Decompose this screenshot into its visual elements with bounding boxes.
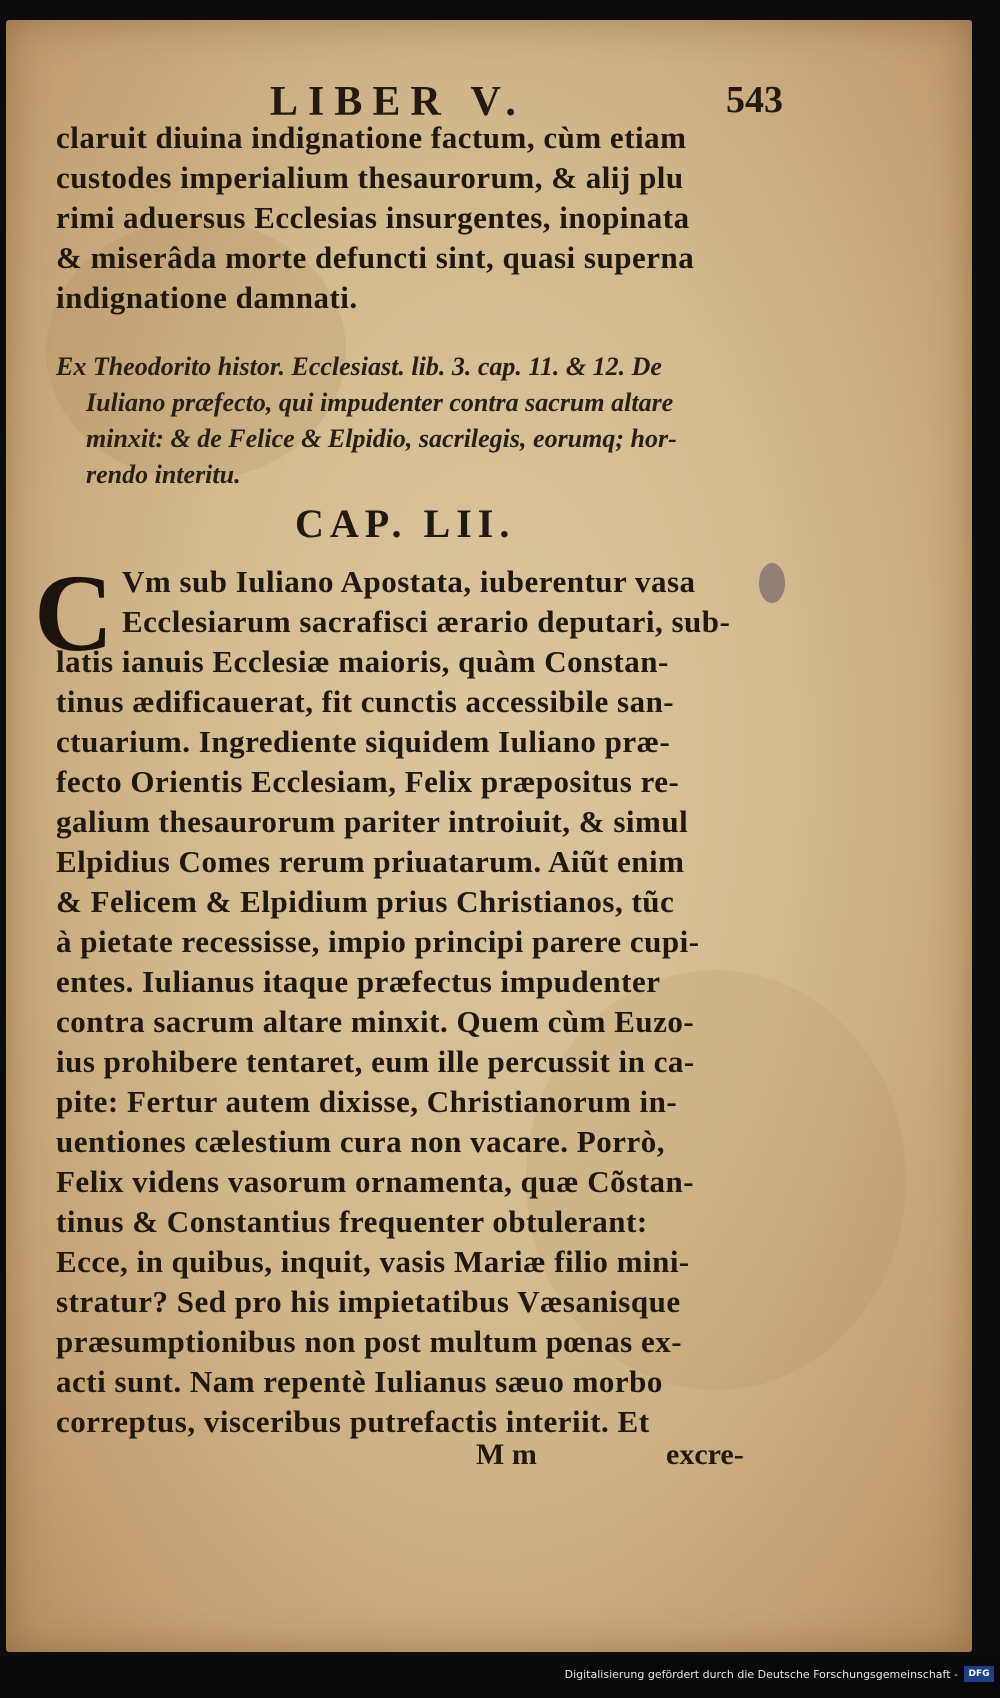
page-number: 543	[726, 79, 783, 121]
dfg-logo: DFG	[964, 1666, 994, 1682]
note-line: Iuliano præfecto, qui impudenter contra sacrum altare	[86, 388, 674, 417]
text-line: & Felicem & Elpidium prius Christianos, tũc	[56, 884, 675, 919]
chapter-heading: CAP. LII.	[295, 501, 516, 546]
footer-credit: Digitalisierung gefördert durch die Deutsche Forschungsgemeinschaft -	[564, 1668, 958, 1681]
text-line: indignatione damnati.	[56, 280, 358, 315]
text-line: correptus, visceribus putrefactis interiit. Et	[56, 1404, 650, 1439]
drop-cap: C	[34, 552, 114, 674]
signature-mark: M m	[476, 1438, 537, 1471]
text-line: pite: Fertur autem dixisse, Christianorum in-	[56, 1084, 678, 1119]
text-line: uentiones cælestium cura non vacare. Porrò,	[56, 1124, 665, 1159]
note-line: rendo interitu.	[86, 460, 241, 489]
text-line: custodes imperialium thesaurorum, & alij plu	[56, 160, 684, 195]
text-line: Ecclesiarum sacrafisci ærario deputari, sub-	[122, 604, 731, 639]
text-line: à pietate recessisse, impio principi parere cupi-	[56, 924, 700, 959]
running-title: LIBER V.	[270, 79, 526, 125]
text-line: ius prohibere tentaret, eum ille percussit in ca-	[56, 1044, 695, 1079]
text-line: Vm sub Iuliano Apostata, iuberentur vasa	[122, 564, 696, 599]
text-line: contra sacrum altare minxit. Quem cùm Euzo-	[56, 1004, 695, 1039]
text-line: entes. Iulianus itaque præfectus impudenter	[56, 964, 661, 999]
text-line: latis ianuis Ecclesiæ maioris, quàm Constan-	[56, 644, 669, 679]
text-line: acti sunt. Nam repentè Iulianus sæuo morbo	[56, 1364, 663, 1399]
text-line: tinus ædificauerat, fit cunctis accessibile san-	[56, 684, 675, 719]
text-line: rimi aduersus Ecclesias insurgentes, inopinata	[56, 200, 690, 235]
text-line: tinus & Constantius frequenter obtulerant:	[56, 1204, 648, 1239]
text-line: ctuarium. Ingrediente siquidem Iuliano præ-	[56, 724, 671, 759]
note-line: minxit: & de Felice & Elpidio, sacrilegis, eorumq; hor-	[86, 424, 677, 453]
text-line: & miserâda morte defuncti sint, quasi superna	[56, 240, 695, 275]
footer-bar	[0, 1656, 1000, 1698]
note-line: Ex Theodorito histor. Ecclesiast. lib. 3. cap. 11. & 12. De	[56, 352, 662, 381]
text-line: Felix videns vasorum ornamenta, quæ Cõstan-	[56, 1164, 695, 1199]
text-line: claruit diuina indignatione factum, cùm etiam	[56, 120, 687, 155]
text-line: Ecce, in quibus, inquit, vasis Mariæ filio mini-	[56, 1244, 690, 1279]
text-line: galium thesaurorum pariter introiuit, & simul	[56, 804, 689, 839]
text-line: stratur? Sed pro his impietatibus Væsanisque	[56, 1284, 681, 1319]
text-line: fecto Orientis Ecclesiam, Felix præpositus re-	[56, 764, 680, 799]
text-line: Elpidius Comes rerum priuatarum. Aiũt enim	[56, 844, 685, 879]
catchword: excre-	[666, 1438, 744, 1471]
text-line: præsumptionibus non post multum pœnas ex-	[56, 1324, 683, 1359]
